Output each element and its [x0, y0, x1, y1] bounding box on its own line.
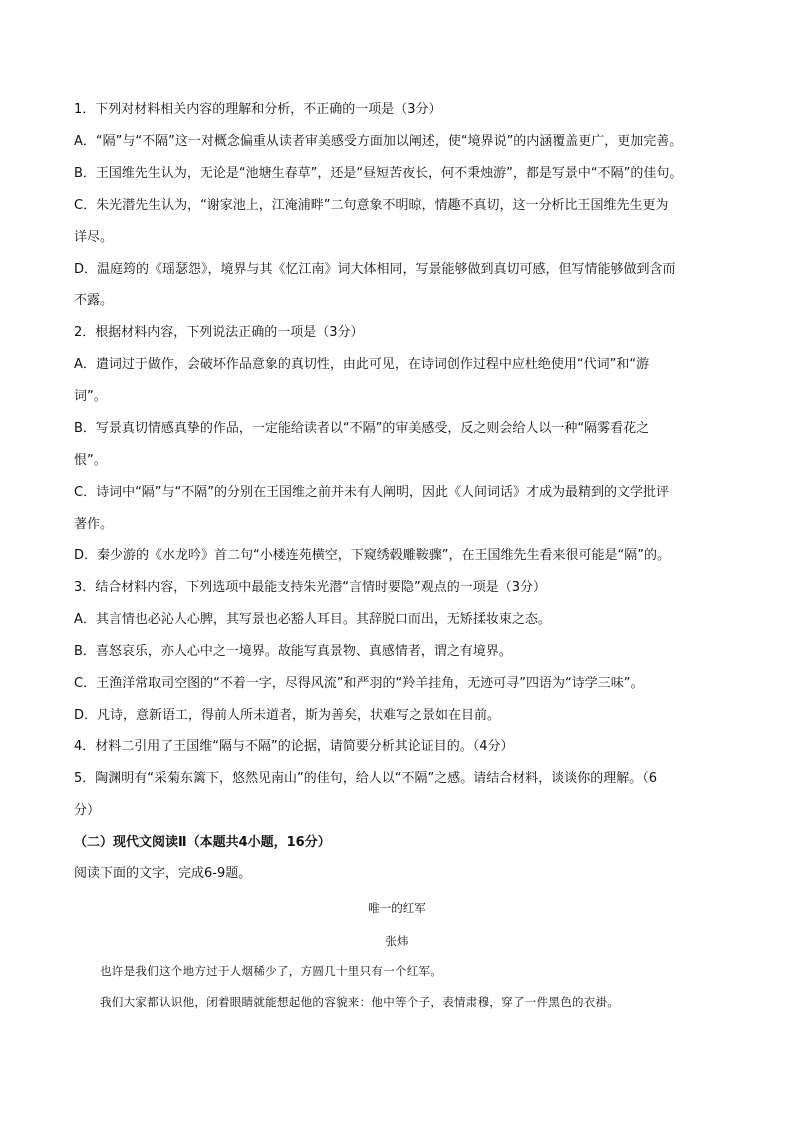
- question-2-option-b-line-1: B．写景真切情感真挚的作品，一定能给读者以“不隔”的审美感受，反之则会给人以一种“隔雾看花之: [74, 421, 650, 436]
- question-3-option-a: A．其言情也必沁人心脾，其写景也必豁人耳目。其辞脱口而出，无矫揉妆束之态。: [74, 612, 551, 627]
- question-1-option-b: B．王国维先生认为，无论是“池塘生春草”，还是“昼短苦夜长，何不秉烛游”，都是写景中“不隔”的佳句。: [74, 166, 683, 181]
- question-1-option-a: A．“隔”与“不隔”这一对概念偏重从读者审美感受方面加以阐述，使“境界说”的内涵覆盖更广，更加完善。: [74, 134, 683, 149]
- question-3-stem: 3．结合材料内容，下列选项中最能支持朱光潜“言情时要隐”观点的一项是（3分）: [74, 580, 547, 595]
- question-2-option-a-line-2: 词”。: [74, 389, 107, 404]
- story-paragraph-1: 也许是我们这个地方过于人烟稀少了，方圆几十里只有一个红军。: [100, 964, 443, 978]
- question-2-stem: 2．根据材料内容，下列说法正确的一项是（3分）: [74, 325, 364, 340]
- question-2-option-c-line-2: 著作。: [74, 517, 114, 532]
- question-4-stem: 4．材料二引用了王国维“隔与不隔”的论据，请简要分析其论证目的。（4分）: [74, 739, 514, 754]
- question-1-option-c-line-1: C．朱光潜先生认为，“谢家池上，江淹浦畔”二句意象不明晾，情趣不真切，这一分析比王国维先生更为: [74, 198, 669, 213]
- question-2-option-a-line-1: A．遣词过于做作，会破坏作品意象的真切性，由此可见，在诗词创作过程中应杜绝使用“代词”和“游: [74, 357, 650, 372]
- question-5-stem-line-1: 5．陶渊明有“采菊东篱下，悠然见南山”的佳句，给人以“不隔”之感。请结合材料，谈谈你的理解。（6: [74, 771, 657, 786]
- question-2-option-b-line-2: 恨”。: [74, 453, 107, 468]
- question-5-stem-line-2: 分）: [74, 803, 101, 818]
- question-1-option-d-line-1: D．温庭筠的《瑶瑟怨》，境界与其《忆江南》词大体相同，写景能够做到真切可感，但写情能够做到含而: [74, 262, 676, 277]
- story-author: 张炜: [385, 934, 409, 948]
- story-paragraph-2: 我们大家都认识他，闭着眼睛就能想起他的容貌来：他中等个子，表情肃穆，穿了一件黑色的衣褂。: [100, 995, 620, 1009]
- question-3-option-d: D．凡诗，意新语工，得前人所未道者，斯为善矣，状难写之景如在目前。: [74, 708, 501, 723]
- section-heading: （二）现代文阅读Ⅱ（本题共4小题，16分）: [74, 835, 331, 850]
- question-3-option-b: B．喜怒哀乐，亦人心中之一境界。故能写真景物、真感情者，谓之有境界。: [74, 644, 512, 659]
- question-2-option-c-line-1: C．诗词中“隔”与“不隔”的分别在王国维之前并未有人阐明，因此《人间词话》才成为最精到的文学批评: [74, 485, 670, 500]
- reading-instruction: 阅读下面的文字，完成6-9题。: [74, 866, 252, 881]
- question-1-option-c-line-2: 详尽。: [74, 230, 114, 245]
- question-2-option-d: D．秦少游的《水龙吟》首二句“小楼连苑横空，下窥绣毂雕鞍骤”，在王国维先生看来很可能是“隔”的。: [74, 548, 670, 563]
- question-1-stem: 1．下列对材料相关内容的理解和分析，不正确的一项是（3分）: [74, 102, 442, 117]
- question-3-option-c: C．王渔洋常取司空图的“不着一字，尽得风流”和严羽的“羚羊挂角，无迹可寻”四语为“诗学三味”。: [74, 676, 644, 691]
- story-title: 唯一的红军: [368, 901, 426, 915]
- question-1-option-d-line-2: 不露。: [74, 293, 114, 308]
